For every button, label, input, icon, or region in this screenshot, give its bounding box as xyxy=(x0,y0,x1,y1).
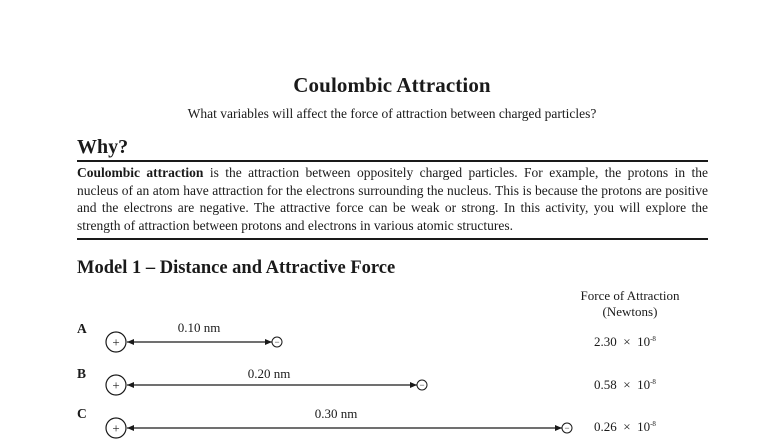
why-heading: Why? xyxy=(77,136,129,158)
row-a-letter: A xyxy=(77,321,87,336)
page-subtitle: What variables will affect the force of attraction between charged particles? xyxy=(187,106,597,121)
row-c-times: × xyxy=(623,419,631,434)
row-b-force-exp: -8 xyxy=(650,378,656,386)
coulombic-attraction-term: Coulombic attraction xyxy=(77,165,204,180)
row-a-force-exp: -8 xyxy=(650,335,656,343)
force-header-line1: Force of Attraction xyxy=(580,288,680,303)
row-b-force-base: 10 xyxy=(637,377,651,392)
row-a-force-base: 10 xyxy=(637,334,651,349)
row-b-distance: 0.20 nm xyxy=(247,366,291,381)
row-c-force-exp: -8 xyxy=(650,420,656,428)
row-a-electron-symbol: − xyxy=(274,337,280,347)
row-a-proton-symbol: + xyxy=(112,334,120,350)
row-b-letter: B xyxy=(77,366,87,381)
row-c-electron-symbol: − xyxy=(564,423,570,433)
force-header-line2: (Newtons) xyxy=(602,304,658,319)
row-b-electron-symbol: − xyxy=(419,380,425,390)
why-body-text: is the attraction between oppositely charged particles. For example, the protons in the nucleus of an atom have attraction for the electrons surrounding the nucleus. This is because the protons are positive and the electrons are negative. The attractive force can be weak or strong. In this activity, you will explore the strength of attraction between protons and electrons in various atomic structures. xyxy=(77,165,708,233)
row-a-times: × xyxy=(623,334,631,349)
row-b-force-coef: 0.58 xyxy=(594,377,617,392)
row-c-distance: 0.30 nm xyxy=(314,406,358,421)
row-a-force-coef: 2.30 xyxy=(594,334,617,349)
row-c-force-coef: 0.26 xyxy=(594,419,617,434)
row-a-distance: 0.10 nm xyxy=(177,320,221,335)
model-heading: Model 1 – Distance and Attractive Force xyxy=(77,258,396,278)
row-b-proton-symbol: + xyxy=(112,377,120,393)
row-c-letter: C xyxy=(77,406,87,421)
page-title: Coulombic Attraction xyxy=(293,73,491,97)
row-b-times: × xyxy=(623,377,631,392)
row-c-proton-symbol: + xyxy=(112,420,120,436)
row-c-force-base: 10 xyxy=(637,419,651,434)
